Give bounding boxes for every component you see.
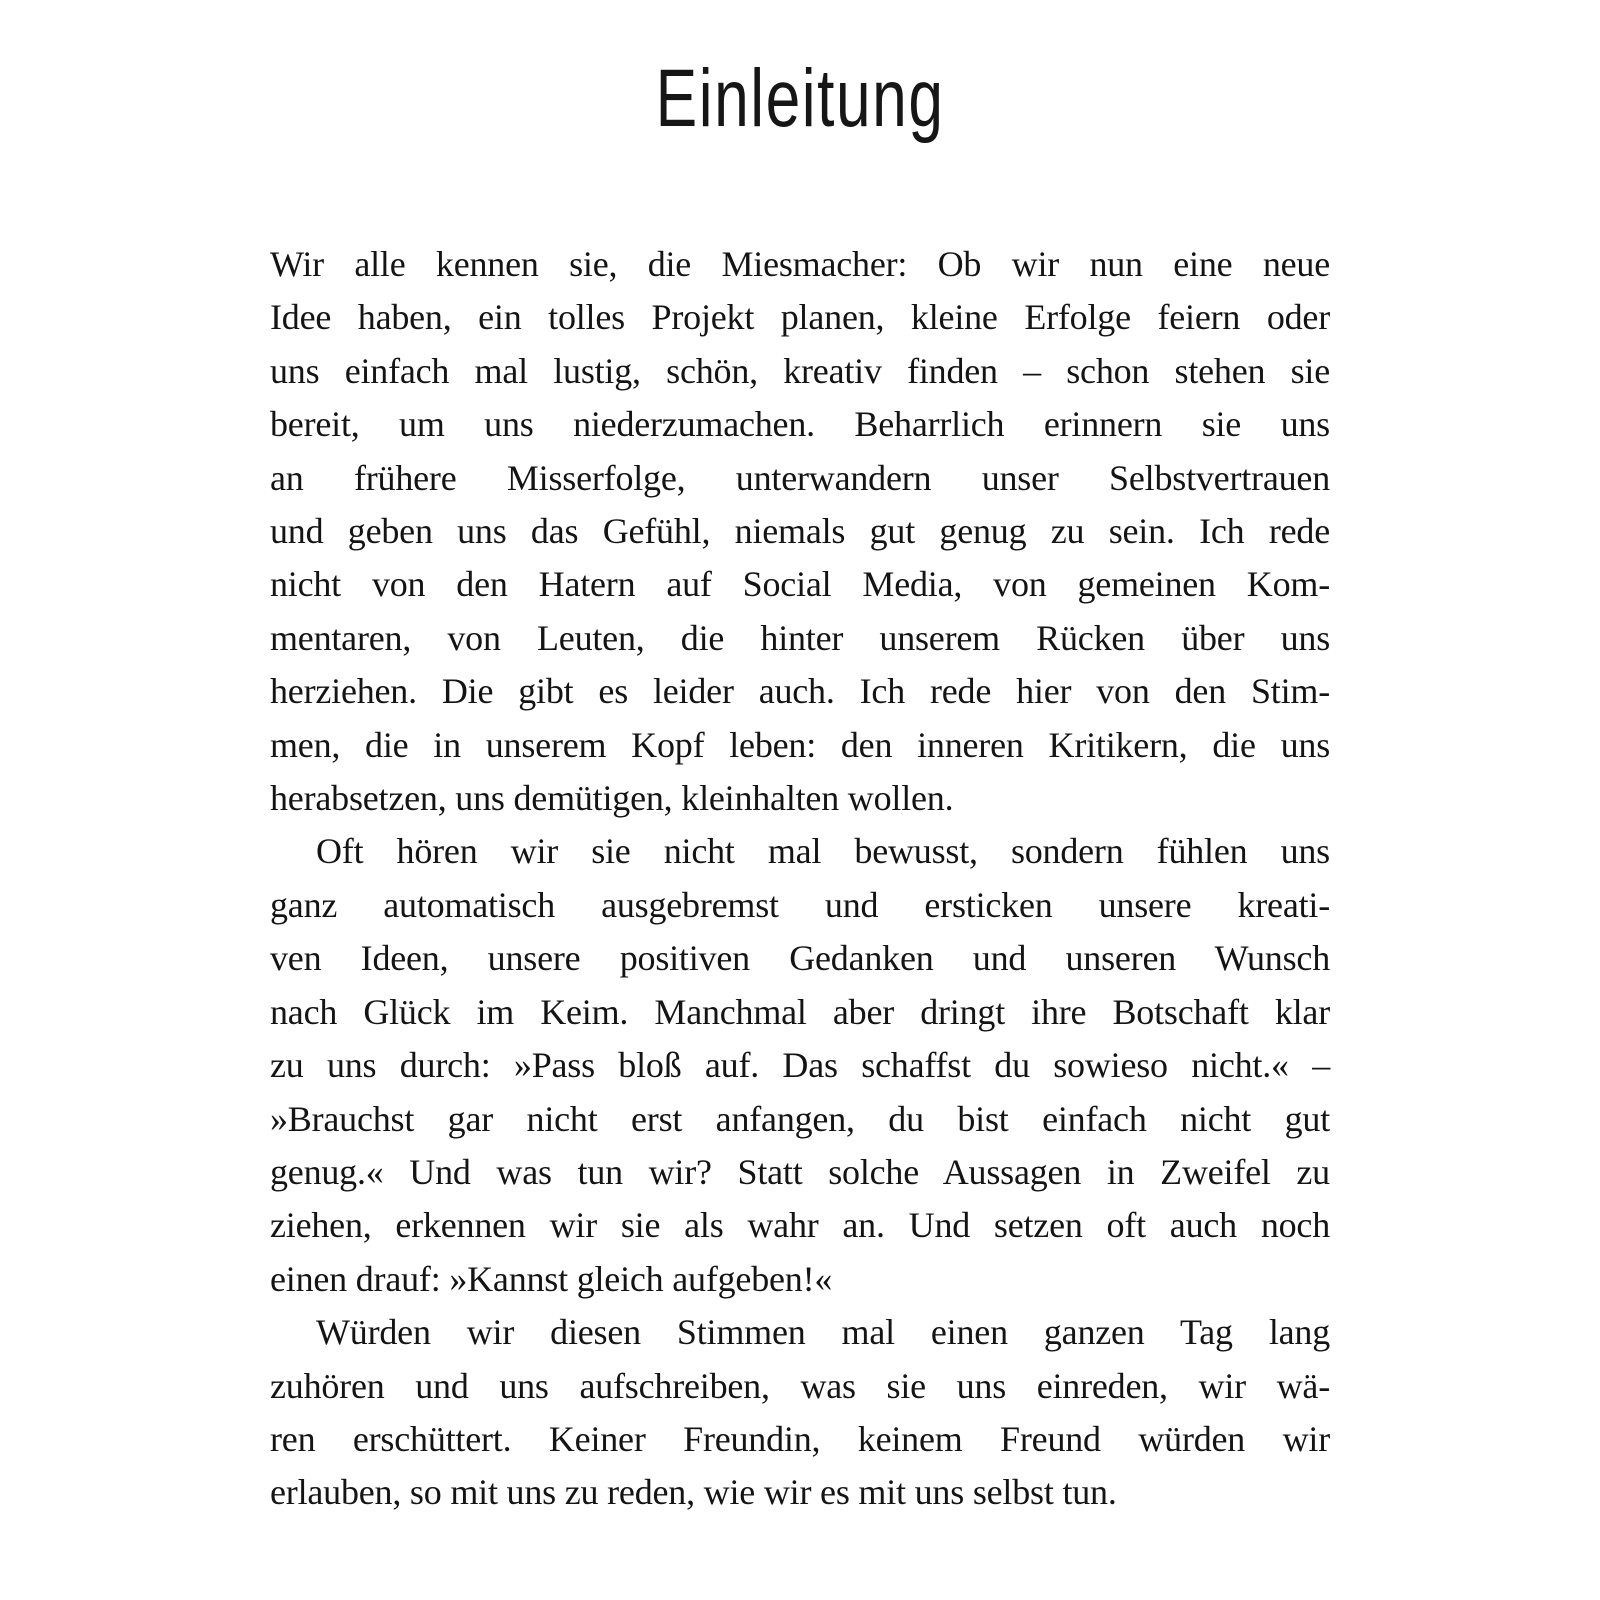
text-line: »Brauchst gar nicht erst anfangen, du bist einfach nicht gut	[270, 1098, 1330, 1139]
chapter-title-text: Einleitung	[655, 53, 945, 144]
text-line: erlauben, so mit uns zu reden, wie wir es mit uns selbst tun.	[270, 1472, 1117, 1513]
text-line: an frühere Misserfolge, unterwandern unser Selbstvertrauen	[270, 457, 1330, 498]
text-line: ren erschüttert. Keiner Freundin, keinem Freund würden wir	[270, 1418, 1330, 1459]
text-line: Oft hören wir sie nicht mal bewusst, sondern fühlen uns	[316, 831, 1330, 872]
text-line: uns einfach mal lustig, schön, kreativ finden – schon stehen sie	[270, 350, 1330, 391]
text-line: Idee haben, ein tolles Projekt planen, kleine Erfolge feiern oder	[270, 297, 1330, 338]
text-line: Wir alle kennen sie, die Miesmacher: Ob wir nun eine neue	[270, 244, 1330, 284]
text-line: nicht von den Hatern auf Social Media, von gemeinen Kom-	[270, 564, 1330, 605]
text-line: nach Glück im Keim. Manchmal aber dringt ihre Botschaft klar	[270, 991, 1330, 1032]
text-line: ziehen, erkennen wir sie als wahr an. Und setzen oft auch noch	[270, 1205, 1330, 1246]
text-line: Würden wir diesen Stimmen mal einen ganzen Tag lang	[316, 1312, 1330, 1353]
text-line: mentaren, von Leuten, die hinter unserem Rücken über uns	[270, 617, 1330, 658]
text-line: ven Ideen, unsere positiven Gedanken und unseren Wunsch	[270, 938, 1330, 979]
paragraph-2	[270, 825, 1330, 1306]
body-text	[270, 238, 1330, 1520]
paragraph-3	[270, 1306, 1330, 1520]
text-line: ganz automatisch ausgebremst und ersticken unsere kreati-	[270, 884, 1330, 925]
text-line: bereit, um uns niederzumachen. Beharrlich erinnern sie uns	[270, 404, 1330, 445]
text-line: herabsetzen, uns demütigen, kleinhalten wollen.	[270, 778, 954, 819]
text-line: und geben uns das Gefühl, niemals gut genug zu sein. Ich rede	[270, 511, 1330, 552]
text-line: genug.« Und was tun wir? Statt solche Aussagen in Zweifel zu	[270, 1151, 1330, 1192]
text-line: einen drauf: »Kannst gleich aufgeben!«	[270, 1258, 833, 1299]
text-line: men, die in unserem Kopf leben: den inneren Kritikern, die uns	[270, 724, 1330, 765]
text-line: herziehen. Die gibt es leider auch. Ich rede hier von den Stim-	[270, 671, 1330, 712]
chapter-title	[270, 52, 1330, 146]
text-line: zu uns durch: »Pass bloß auf. Das schaffst du sowieso nicht.« –	[270, 1045, 1330, 1086]
text-line: zuhören und uns aufschreiben, was sie uns einreden, wir wä-	[270, 1365, 1330, 1406]
paragraph-1	[270, 238, 1330, 825]
